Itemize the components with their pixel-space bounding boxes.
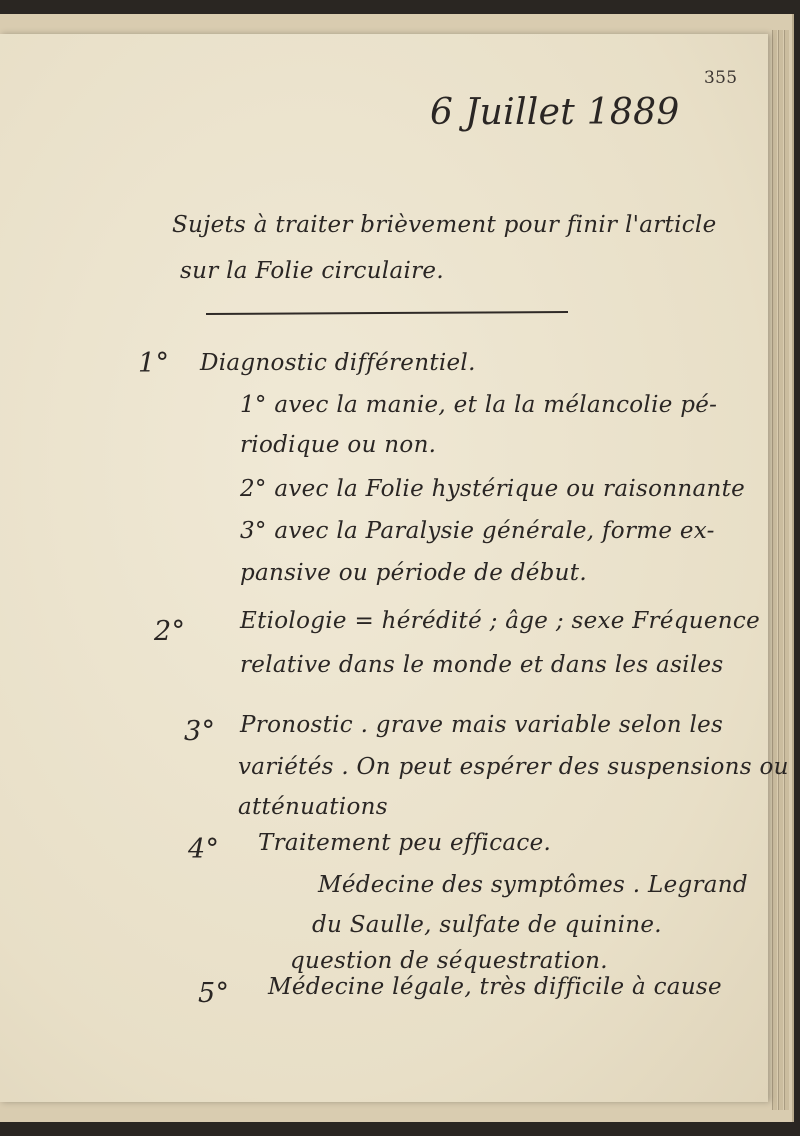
section-line: 1° avec la manie, et la la mélancolie pé- (240, 392, 718, 418)
page-edge (778, 30, 783, 1110)
date-heading: 6 Juillet 1889 (430, 92, 680, 133)
section-number: 5° (198, 978, 230, 1009)
section-line: 2° avec la Folie hystérique ou raisonnante (240, 476, 746, 502)
section-line: atténuations (238, 794, 388, 820)
divider-rule (206, 311, 568, 315)
page-number: 355 (704, 68, 738, 88)
section-line: pansive ou période de début. (240, 560, 587, 586)
page-edge (772, 30, 777, 1110)
section-line: relative dans le monde et dans les asiles (240, 652, 724, 678)
section-number: 1° (138, 348, 170, 379)
section-line: question de séquestration. (290, 948, 608, 974)
section-line: du Saulle, sulfate de quinine. (312, 912, 662, 938)
section-title: Etiologie = hérédité ; âge ; sexe Fréquence (240, 608, 761, 634)
section-title: Traitement peu efficace. (258, 830, 552, 856)
manuscript-page (0, 34, 789, 1102)
section-number: 4° (188, 834, 220, 865)
heading-line-1: Sujets à traiter brièvement pour finir l'article (172, 212, 717, 238)
section-line: variétés . On peut espérer des suspensions ou (238, 754, 789, 780)
section-line: riodique ou non. (240, 432, 437, 458)
section-line: Médecine des symptômes . Legrand (318, 872, 748, 898)
section-title: Diagnostic différentiel. (200, 350, 476, 376)
section-number: 3° (184, 716, 216, 747)
section-title: Pronostic . grave mais variable selon les (240, 712, 724, 738)
heading-line-2: sur la Folie circulaire. (180, 258, 444, 284)
page-edge (784, 30, 789, 1110)
section-title: Médecine légale, très difficile à cause (268, 974, 722, 1000)
section-line: 3° avec la Paralysie générale, forme ex- (240, 518, 715, 544)
notebook-page-stack (0, 14, 794, 1122)
section-number: 2° (154, 616, 186, 647)
